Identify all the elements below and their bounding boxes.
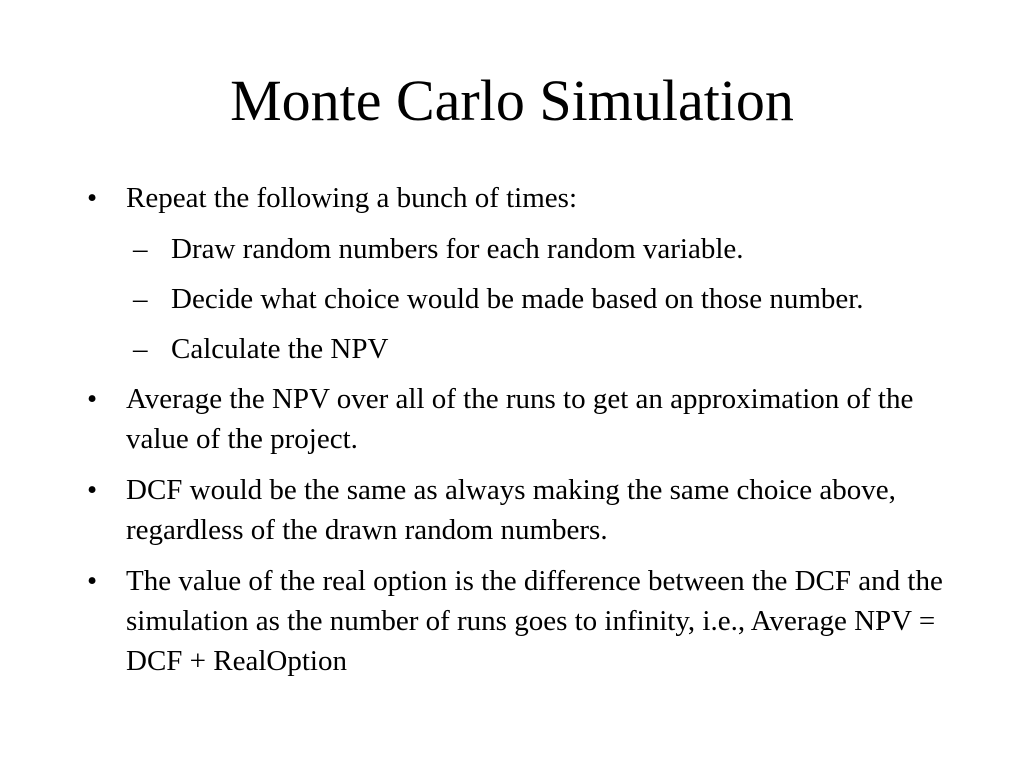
dash-marker: – [133,333,148,365]
sub-bullet-text: Decide what choice would be made based on those number. [171,283,864,315]
sub-bullet-text: Calculate the NPV [171,333,389,365]
sub-bullet-item-1 [0,229,891,269]
bullet-item-1 [0,178,946,218]
sub-bullet-item-2 [0,279,891,319]
dash-marker: – [133,283,148,315]
slide-title: Monte Carlo Simulation [230,68,794,133]
bullet-marker: • [87,565,98,597]
bullet-list [0,178,1024,692]
bullet-marker: • [87,383,98,415]
bullet-text: Average the NPV over all of the runs to get an approximation of the value of the project. [126,383,914,455]
dash-marker: – [133,233,148,265]
bullet-text: The value of the real option is the difference between the DCF and the simulation as the number of runs goes to infinity, i.e., Average NPV = DCF + RealOption [126,565,943,677]
bullet-text: Repeat the following a bunch of times: [126,182,578,214]
bullet-text: DCF would be the same as always making the same choice above, regardless of the drawn random numbers. [126,474,896,546]
sub-bullet-item-3 [0,329,891,369]
sub-bullet-text: Draw random numbers for each random variable. [171,233,744,265]
bullet-item-4 [0,561,946,681]
bullet-marker: • [87,182,98,214]
bullet-item-3 [0,470,946,550]
bullet-item-2 [0,379,946,459]
bullet-marker: • [87,474,98,506]
